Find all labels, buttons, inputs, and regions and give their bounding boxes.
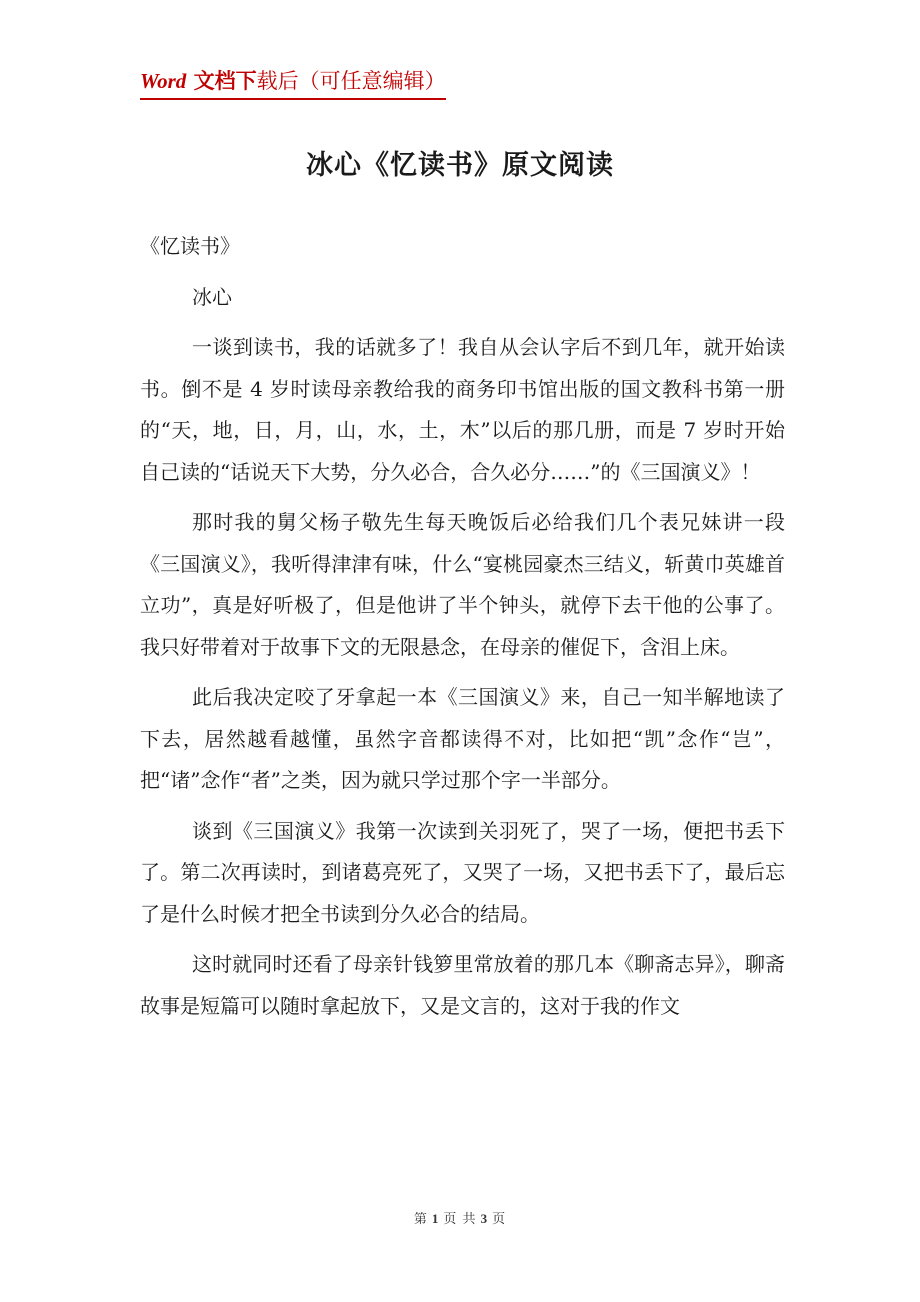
page-footer: [0, 1208, 920, 1227]
header-text-edit: 编辑）: [382, 69, 446, 93]
body-paragraph: 这时就同时还看了母亲针钱箩里常放着的那几本《聊斋志异》，聊斋故事是短篇可以随时拿起放下，又是文言的，这对于我的作文: [140, 952, 785, 1018]
body-paragraph: 一谈到读书，我的话就多了！我自从会认字后不到几年，就开始读书。倒不是 4 岁时读母亲教给我的商务印书馆出版的国文教科书第一册的“天，地，日，月，山，水，土，木”以后的那几册，而是 7 岁时开始自己读的“话说天下大势，分久必合，合久必分……”的《三国演义》！: [140, 335, 785, 484]
footer-label-page: 第: [413, 1212, 428, 1227]
header-brand: Word: [140, 69, 187, 93]
book-title-paragraph: 《忆读书》: [140, 234, 240, 258]
document-body: [140, 226, 785, 1027]
body-paragraph: 那时我的舅父杨子敬先生每天晚饭后必给我们几个表兄妹讲一段《三国演义》，我听得津津有味，什么“宴桃园豪杰三结义，斩黄巾英雄首立功”，真是好听极了，但是他讲了半个钟头，就停下去干他的公事了。我只好带着对于故事下文的无限悬念，在母亲的催促下，含泪上床。: [140, 510, 785, 659]
footer-total-pages: 3: [480, 1211, 489, 1226]
document-title: 冰心《忆读书》原文阅读: [306, 150, 614, 181]
footer-label-pages: 页: [492, 1212, 507, 1227]
header-banner: [140, 66, 446, 100]
footer-current-page: 1: [431, 1211, 440, 1226]
header-text-regular: 载后（可任意: [256, 69, 383, 93]
header-text-bold: 文档下: [186, 68, 257, 93]
body-paragraph: 谈到《三国演义》我第一次读到关羽死了，哭了一场，便把书丢下了。第二次再读时，到诸葛亮死了，又哭了一场，又把书丢下了，最后忘了是什么时候才把全书读到分久必合的结局。: [140, 818, 785, 926]
author-paragraph: 冰心: [192, 284, 232, 309]
footer-label-of: 页 共: [443, 1212, 477, 1227]
body-paragraph: 此后我决定咬了牙拿起一本《三国演义》来，自己一知半解地读了下去，居然越看越懂，虽然字音都读得不对，比如把“凯”念作“岂”，把“诸”念作“者”之类，因为就只学过那个字一半部分。: [140, 685, 785, 792]
